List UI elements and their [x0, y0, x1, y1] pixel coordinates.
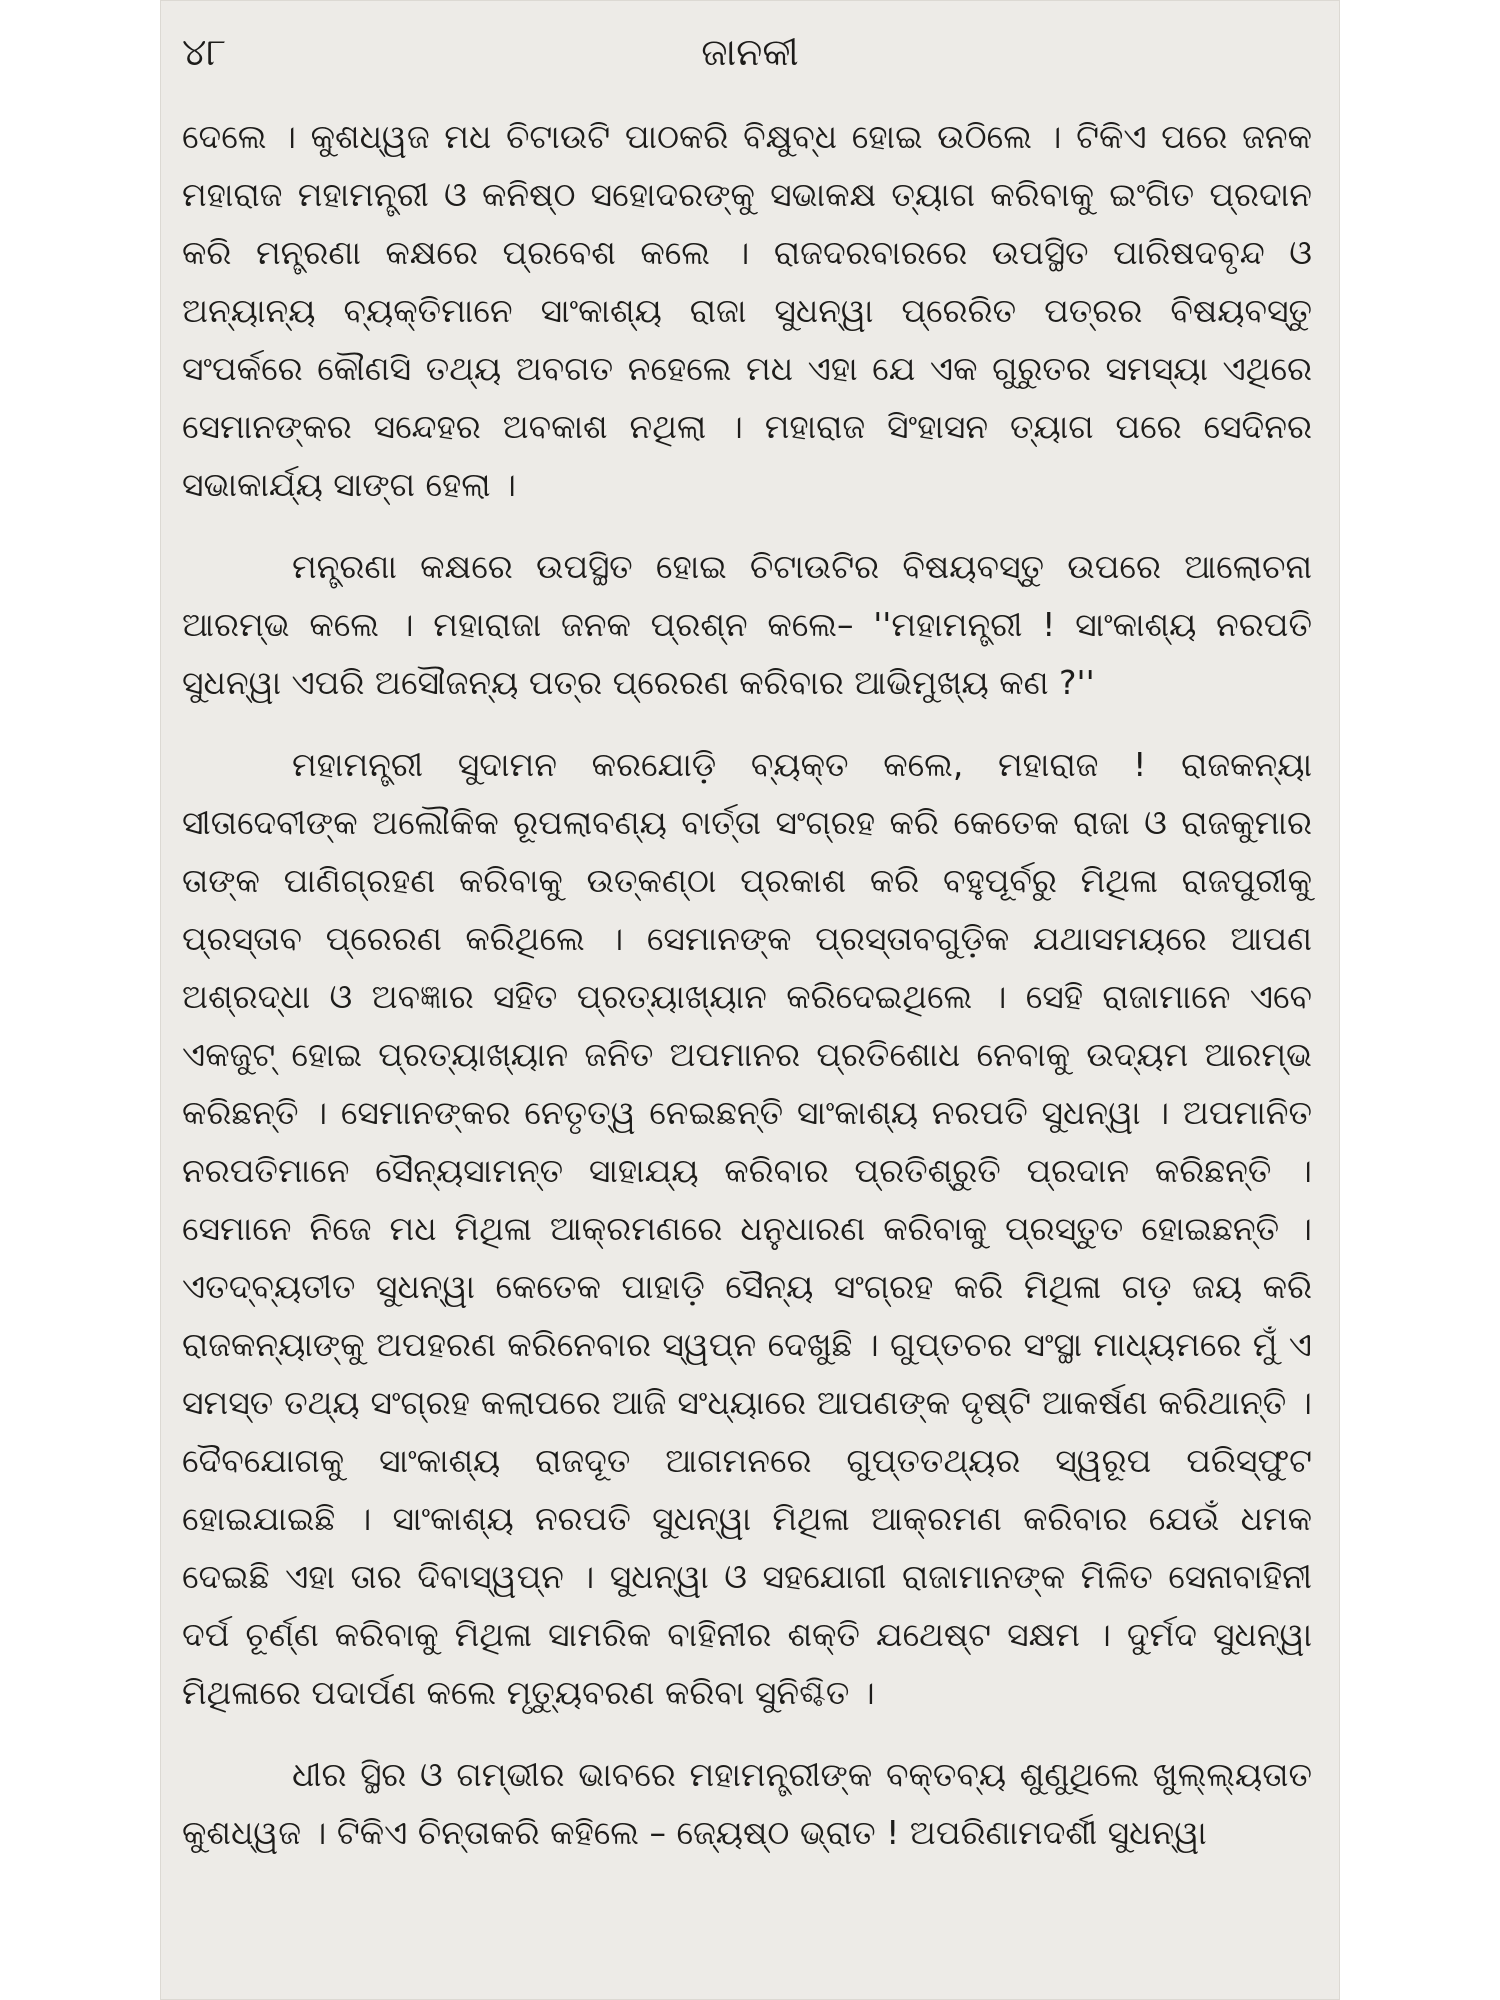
page-header	[182, 30, 1318, 80]
paragraph: ଦେଲେ । କୁଶଧ୍ୱଜ ମଧ ଚିଟାଉଟି ପାଠକରି ବିକ୍ଷୁବ୍ଧ ହୋଇ ଉଠିଲେ । ଟିକିଏ ପରେ ଜନକ ମହାରାଜ ମହାମନ୍ତ୍ରୀ ଓ କନିଷ୍ଠ ସହୋଦରଙ୍କୁ ସଭାକକ୍ଷ ତ୍ୟାଗ କରିବାକୁ ଇଂଗିତ ପ୍ରଦାନ କରି ମନ୍ତ୍ରଣା କକ୍ଷରେ ପ୍ରବେଶ କଲେ । ରାଜଦରବାରରେ ଉପସ୍ଥିତ ପାରିଷଦବୃନ୍ଦ ଓ ଅନ୍ୟାନ୍ୟ ବ୍ୟକ୍ତିମାନେ ସାଂକାଶ୍ୟ ରାଜା ସୁଧନ୍ୱା ପ୍ରେରିତ ପତ୍ରର ବିଷୟବସ୍ତୁ ସଂପର୍କରେ କୌଣସି ତଥ୍ୟ ଅବଗତ ନହେଲେ ମଧ ଏହା ଯେ ଏକ ଗୁରୁତର ସମସ୍ୟା ଏଥିରେ ସେମାନଙ୍କର ସନ୍ଦେହର ଅବକାଶ ନଥିଲା । ମହାରାଜ ସିଂହାସନ ତ୍ୟାଗ ପରେ ସେଦିନର ସଭାକାର୍ଯ୍ୟ ସାଙ୍ଗ ହେଲା ।	[182, 117, 1312, 504]
paragraph: ଧୀର ସ୍ଥିର ଓ ଗମ୍ଭୀର ଭାବରେ ମହାମନ୍ତ୍ରୀଙ୍କ ବକ୍ତବ୍ୟ ଶୁଣୁଥିଲେ ଖୁଲ୍ଲ୍ୟତାତ କୁଶଧ୍ୱଜ । ଟିକିଏ ଚିନ୍ତାକରି କହିଲେ – ଜ୍ୟେଷ୍ଠ ଭ୍ରାତ ! ଅପରିଣାମଦର୍ଶୀ ସୁଧନ୍ୱା	[182, 1755, 1312, 1852]
page-number: ୪୮	[182, 30, 227, 74]
body-text	[182, 108, 1312, 1862]
paragraph: ମନ୍ତ୍ରଣା କକ୍ଷରେ ଉପସ୍ଥିତ ହୋଇ ଚିଟାଉଟିର ବିଷୟବସ୍ତୁ ଉପରେ ଆଲୋଚନା ଆରମ୍ଭ କଲେ । ମହାରାଜା ଜନକ ପ୍ରଶ୍ନ କଲେ– ''ମହାମନ୍ତ୍ରୀ ! ସାଂକାଶ୍ୟ ନରପତି ସୁଧନ୍ୱା ଏପରି ଅସୌଜନ୍ୟ ପତ୍ର ପ୍ରେରଣ କରିବାର ଆଭିମୁଖ୍ୟ କଣ ?''	[182, 547, 1312, 702]
paragraph: ମହାମନ୍ତ୍ରୀ ସୁଦାମନ କରଯୋଡ଼ି ବ୍ୟକ୍ତ କଲେ, ମହାରାଜ ! ରାଜକନ୍ୟା ସୀତାଦେବୀଙ୍କ ଅଲୌକିକ ରୂପଲାବଣ୍ୟ ବାର୍ତ୍ତା ସଂଗ୍ରହ କରି କେତେକ ରାଜା ଓ ରାଜକୁମାର ତାଙ୍କ ପାଣିଗ୍ରହଣ କରିବାକୁ ଉତ୍କଣ୍ଠା ପ୍ରକାଶ କରି ବହୁପୂର୍ବରୁ ମିଥିଳା ରାଜପୁରୀକୁ ପ୍ରସ୍ତାବ ପ୍ରେରଣ କରିଥିଲେ । ସେମାନଙ୍କ ପ୍ରସ୍ତାବଗୁଡ଼ିକ ଯଥାସମୟରେ ଆପଣ ଅଶ୍ରଦ୍ଧା ଓ ଅବଜ୍ଞାର ସହିତ ପ୍ରତ୍ୟାଖ୍ୟାନ କରିଦେଇଥିଲେ । ସେହି ରାଜାମାନେ ଏବେ ଏକଜୁଟ୍ ହୋଇ ପ୍ରତ୍ୟାଖ୍ୟାନ ଜନିତ ଅପମାନର ପ୍ରତିଶୋଧ ନେବାକୁ ଉଦ୍ୟମ ଆରମ୍ଭ କରିଛନ୍ତି । ସେମାନଙ୍କର ନେତୃତ୍ୱ ନେଇଛନ୍ତି ସାଂକାଶ୍ୟ ନରପତି ସୁଧନ୍ୱା । ଅପମାନିତ ନରପତିମାନେ ସୈନ୍ୟସାମନ୍ତ ସାହାଯ୍ୟ କରିବାର ପ୍ରତିଶ୍ରୁତି ପ୍ରଦାନ କରିଛନ୍ତି । ସେମାନେ ନିଜେ ମଧ ମିଥିଳା ଆକ୍ରମଣରେ ଧନୁଧାରଣ କରିବାକୁ ପ୍ରସ୍ତୁତ ହୋଇଛନ୍ତି । ଏତଦ୍‌ବ୍ୟତୀତ ସୁଧନ୍ୱା କେତେକ ପାହାଡ଼ି ସୈନ୍ୟ ସଂଗ୍ରହ କରି ମିଥିଳା ଗଡ଼ ଜୟ କରି ରାଜକନ୍ୟାଙ୍କୁ ଅପହରଣ କରିନେବାର ସ୍ୱପ୍ନ ଦେଖୁଛି । ଗୁପ୍ତଚର ସଂସ୍ଥା ମାଧ୍ୟମରେ ମୁଁ ଏ ସମସ୍ତ ତଥ୍ୟ ସଂଗ୍ରହ କଲାପରେ ଆଜି ସଂଧ୍ୟାରେ ଆପଣଙ୍କ ଦୃଷ୍ଟି ଆକର୍ଷଣ କରିଥାନ୍ତି । ଦୈବଯୋଗକୁ ସାଂକାଶ୍ୟ ରାଜଦୂତ ଆଗମନରେ ଗୁପ୍ତତଥ୍ୟର ସ୍ୱରୂପ ପରିସ୍ଫୁଟ ହୋଇଯାଇଛି । ସାଂକାଶ୍ୟ ନରପତି ସୁଧନ୍ୱା ମିଥିଳା ଆକ୍ରମଣ କରିବାର ଯେଉଁ ଧମକ ଦେଇଛି ଏହା ତାର ଦିବାସ୍ୱପ୍ନ । ସୁଧନ୍ୱା ଓ ସହଯୋଗୀ ରାଜାମାନଙ୍କ ମିଳିତ ସେନାବାହିନୀ ଦର୍ପ ଚୂର୍ଣ୍ଣ କରିବାକୁ ମିଥିଳା ସାମରିକ ବାହିନୀର ଶକ୍ତି ଯଥେଷ୍ଟ ସକ୍ଷମ । ଦୁର୍ମଦ ସୁଧନ୍ୱା ମିଥିଳାରେ ପଦାର୍ପଣ କଲେ ମୃତ୍ୟୁବରଣ କରିବା ସୁନିଶ୍ଚିତ ।	[182, 745, 1312, 1712]
running-title: ଜାନକୀ	[701, 30, 799, 74]
book-page	[160, 0, 1340, 2000]
